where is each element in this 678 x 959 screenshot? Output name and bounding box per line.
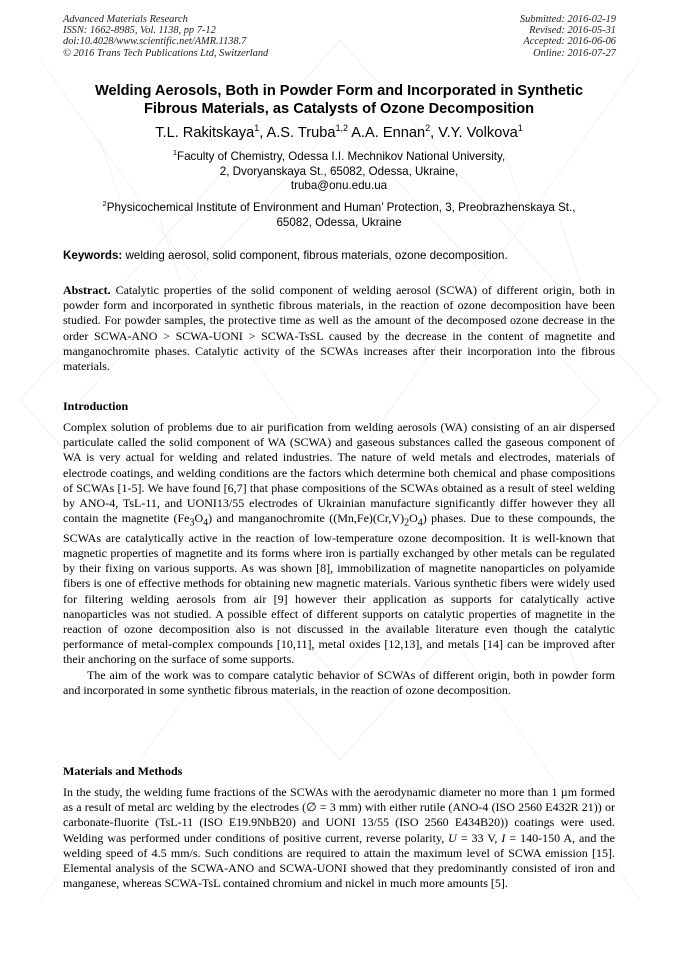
publication-info — [63, 14, 268, 59]
publication-dates — [520, 14, 616, 59]
affiliation-1-line-2: 2, Dvoryanskaya St., 65082, Odessa, Ukraine, — [219, 164, 459, 178]
introduction-section — [63, 420, 615, 698]
paper-title — [40, 82, 638, 118]
accepted-date: Accepted: 2016-06-06 — [523, 36, 616, 48]
keywords-text: welding aerosol, solid component, fibrous materials, ozone decomposition. — [122, 249, 508, 262]
author-2: , A.S. Truba — [259, 125, 336, 141]
author-4: , V.Y. Volkova — [430, 125, 518, 141]
affiliation-1-line-1: Faculty of Chemistry, Odessa I.I. Mechnikov National University, — [177, 150, 506, 163]
author-1: T.L. Rakitskaya — [155, 125, 255, 141]
affiliation-1-email: truba@onu.edu.ua — [290, 179, 388, 193]
keywords — [63, 249, 618, 263]
methods-paragraph-1: In the study, the welding fume fractions of the SCWAs with the aerodynamic diameter no more than 1 µm formed as a result of metal arc welding by the electrodes (∅ = 3 mm) with either rutile (ANO-4 (ISO 2560 E432R 21)) or carbonate-fluorite (TsL-11 (ISO E19.9NbB20) and UONI 13/55 (ISO 2560 E434B20)) coatings were used. Welding was performed under conditions of positive current, reverse polarity, U = 33 V, I = 140-150 A, and the welding speed of 4.5 mm/s. Such conditions are required to attain the maximum level of SCWA emission [15]. Elemental analysis of the SCWA-ANO and SCWA-UONI showed that they predominantly consisted of iron and manganese, whereas SCWA-TsL contained chromium and nickel in much more amounts [5]. — [63, 785, 615, 891]
revised-date: Revised: 2016-05-31 — [529, 25, 616, 37]
introduction-paragraph-1: Complex solution of problems due to air purification from welding aerosols (WA) consisting of an air dispersed particulate called the solid component of WA (SCWA) and gaseous substances called the gaseous component of WA is very actual for welding and related industries. The nature of weld metals and electrodes, materials of electrode coatings, and welding conditions are the factors which determine both chemical and phase compositions of SCWAs [1-5]. We have found [6,7] that phase compositions of the SCWAs obtained as a result of steel welding by ANO-4, TsL-11, and UONI13/55 electrodes of Ukrainian manufacture significantly differ however they all contain the magnetite $(Fe_3O_4)$ and manganochromite $((Mn,Fe)(Cr,V)_2O_4)$ phases. Due to these compounds, the SCWAs are catalytically active in the reaction of low-temperature ozone decomposition. It is well-known that magnetic properties of magnetite and its forms where iron is partially exchanged by other metals can be regulated by their fixing on various supports. As was shown [8], immobilization of magnetite nanoparticles on polyamide fibers is one of effective methods for obtaining new magnetic materials. Various synthetic fibers were widely used for filtering welding aerosols from air [9] however their application as supports for catalytically active nanoparticles was not studied. A possible effect of different supports on catalytic properties of magnetite in the reaction of ozone decomposition also is not discussed in the available literature even though the catalytic performance of metal-complex compounds [10,11], metal oxides [12,13], and metals [14] can be improved after their anchoring on the surface of some supports. — [63, 420, 616, 667]
abstract-label: Abstract. — [63, 283, 111, 297]
journal-name: Advanced Materials Research — [63, 14, 188, 25]
title-line-2: Fibrous Materials, as Catalysts of Ozone Decomposition — [143, 101, 535, 117]
doi-line: doi:10.4028/www.scientific.net/AMR.1138.7 — [63, 36, 247, 48]
affiliation-2-line-1: Physicochemical Institute of Environment and Human’ Protection, 3, Preobrazhenskaya St., — [106, 201, 576, 214]
abstract-text: Catalytic properties of the solid component of welding aerosol (SCWA) of different origin, both in powder form and incorporated in synthetic fibrous materials, in the reaction of ozone decomposition have been studied. For powder samples, the protective time as well as the amount of the decomposed ozone decrease in the order SCWA-ANO > SCWA-UONI > SCWA-TsSL caused by the decrease in the content of magnetite and manganochromite phases. Catalytic activity of the SCWAs increases after their incorporation into the fibrous materials. — [63, 283, 615, 374]
affiliation-1 — [40, 150, 638, 194]
title-line-1: Welding Aerosols, Both in Powder Form and Incorporated in Synthetic — [94, 83, 584, 99]
author-2-affil: 1,2 — [335, 123, 348, 133]
abstract — [63, 283, 615, 374]
author-3-affil: 2 — [425, 123, 431, 133]
affiliation-2-mark: 2 — [102, 199, 107, 208]
methods-heading: Materials and Methods — [63, 764, 183, 778]
author-3: A.A. Ennan — [347, 125, 426, 141]
methods-section — [63, 785, 615, 891]
online-date: Online: 2016-07-27 — [533, 47, 616, 59]
author-list — [40, 124, 638, 142]
copyright-line: © 2016 Trans Tech Publications Ltd, Switzerland — [63, 47, 269, 59]
affiliation-2-line-2: 65082, Odessa, Ukraine — [276, 215, 402, 229]
keywords-label: Keywords: — [63, 249, 123, 262]
affiliation-1-mark: 1 — [172, 148, 177, 157]
affiliation-2 — [40, 201, 638, 230]
issn-line: ISSN: 1662-8985, Vol. 1138, pp 7-12 — [63, 25, 216, 37]
introduction-heading: Introduction — [63, 399, 129, 413]
submitted-date: Submitted: 2016-02-19 — [519, 14, 616, 25]
introduction-paragraph-2: The aim of the work was to compare catalytic behavior of SCWAs of different origin, both in powder form and incorporated in some synthetic fibrous materials, in the reaction of ozone decomposition. — [63, 667, 615, 697]
author-1-affil: 1 — [254, 123, 260, 133]
author-4-affil: 1 — [517, 123, 523, 133]
